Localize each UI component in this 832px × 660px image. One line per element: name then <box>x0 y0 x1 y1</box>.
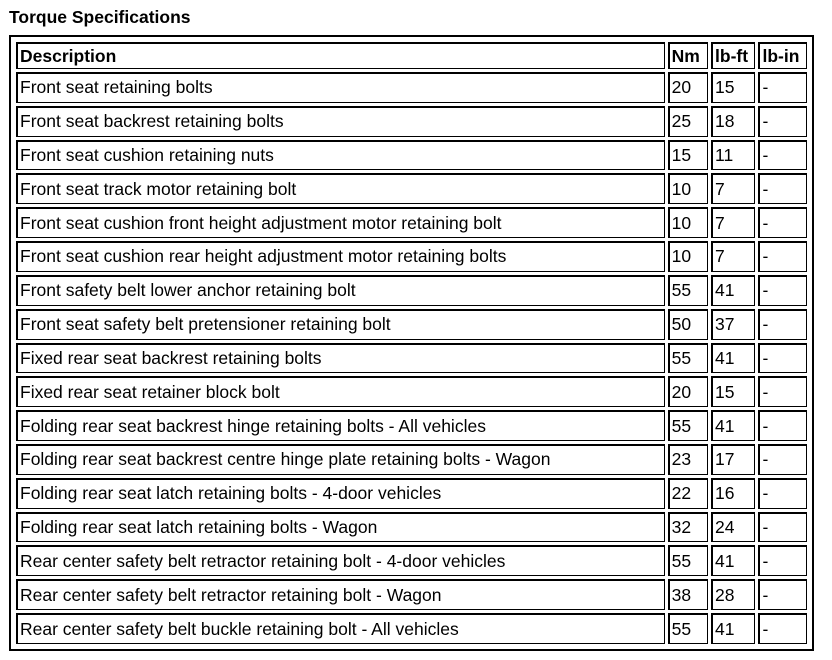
table-row <box>16 343 807 374</box>
cell-lb-ft: 17 <box>711 444 755 475</box>
torque-specifications-table <box>13 39 810 647</box>
cell-lb-in: - <box>758 376 807 407</box>
cell-nm: 15 <box>668 140 708 171</box>
cell-nm: 10 <box>668 241 708 272</box>
cell-description: Fixed rear seat backrest retaining bolts <box>16 343 665 374</box>
cell-description: Front seat cushion front height adjustment motor retaining bolt <box>16 207 665 238</box>
cell-description: Front seat backrest retaining bolts <box>16 106 665 137</box>
table-row <box>16 545 807 576</box>
cell-description: Front seat retaining bolts <box>16 72 665 103</box>
cell-lb-in: - <box>758 579 807 610</box>
cell-nm: 23 <box>668 444 708 475</box>
table-row <box>16 376 807 407</box>
cell-lb-ft: 11 <box>711 140 755 171</box>
cell-lb-ft: 16 <box>711 478 755 509</box>
cell-description: Rear center safety belt buckle retaining bolt - All vehicles <box>16 613 665 644</box>
cell-lb-ft: 41 <box>711 613 755 644</box>
header-lb-in: lb-in <box>758 42 807 69</box>
cell-description: Front seat track motor retaining bolt <box>16 173 665 204</box>
cell-lb-in: - <box>758 309 807 340</box>
cell-nm: 55 <box>668 343 708 374</box>
cell-lb-in: - <box>758 444 807 475</box>
cell-lb-ft: 28 <box>711 579 755 610</box>
cell-lb-in: - <box>758 512 807 543</box>
cell-nm: 10 <box>668 173 708 204</box>
table-row <box>16 140 807 171</box>
table-row <box>16 444 807 475</box>
cell-lb-ft: 41 <box>711 545 755 576</box>
cell-lb-in: - <box>758 478 807 509</box>
cell-lb-ft: 7 <box>711 241 755 272</box>
cell-lb-ft: 18 <box>711 106 755 137</box>
cell-description: Front seat cushion rear height adjustment motor retaining bolts <box>16 241 665 272</box>
cell-lb-in: - <box>758 275 807 306</box>
cell-lb-in: - <box>758 140 807 171</box>
cell-lb-in: - <box>758 241 807 272</box>
table-row <box>16 275 807 306</box>
cell-lb-in: - <box>758 173 807 204</box>
cell-lb-in: - <box>758 410 807 441</box>
cell-description: Front seat safety belt pretensioner retaining bolt <box>16 309 665 340</box>
cell-nm: 20 <box>668 376 708 407</box>
table-row <box>16 173 807 204</box>
cell-nm: 38 <box>668 579 708 610</box>
cell-nm: 55 <box>668 275 708 306</box>
cell-lb-ft: 41 <box>711 410 755 441</box>
cell-nm: 55 <box>668 613 708 644</box>
cell-description: Folding rear seat backrest hinge retaining bolts - All vehicles <box>16 410 665 441</box>
cell-description: Rear center safety belt retractor retaining bolt - Wagon <box>16 579 665 610</box>
table-row <box>16 106 807 137</box>
cell-lb-in: - <box>758 207 807 238</box>
cell-nm: 25 <box>668 106 708 137</box>
header-nm: Nm <box>668 42 708 69</box>
cell-nm: 50 <box>668 309 708 340</box>
cell-nm: 55 <box>668 410 708 441</box>
cell-lb-ft: 15 <box>711 72 755 103</box>
cell-lb-ft: 41 <box>711 275 755 306</box>
cell-lb-ft: 24 <box>711 512 755 543</box>
cell-nm: 55 <box>668 545 708 576</box>
table-row <box>16 410 807 441</box>
table-row <box>16 309 807 340</box>
cell-description: Front safety belt lower anchor retaining bolt <box>16 275 665 306</box>
cell-description: Rear center safety belt retractor retaining bolt - 4-door vehicles <box>16 545 665 576</box>
cell-nm: 20 <box>668 72 708 103</box>
cell-lb-in: - <box>758 72 807 103</box>
cell-nm: 32 <box>668 512 708 543</box>
table-body <box>16 72 807 644</box>
cell-description: Folding rear seat backrest centre hinge plate retaining bolts - Wagon <box>16 444 665 475</box>
cell-lb-ft: 15 <box>711 376 755 407</box>
cell-lb-ft: 7 <box>711 173 755 204</box>
table-row <box>16 207 807 238</box>
torque-table-frame <box>9 35 814 651</box>
cell-lb-in: - <box>758 106 807 137</box>
header-lb-ft: lb-ft <box>711 42 755 69</box>
header-description: Description <box>16 42 665 69</box>
table-row <box>16 613 807 644</box>
table-row <box>16 72 807 103</box>
cell-lb-ft: 41 <box>711 343 755 374</box>
cell-description: Fixed rear seat retainer block bolt <box>16 376 665 407</box>
cell-nm: 10 <box>668 207 708 238</box>
header-row <box>16 42 807 69</box>
page-title: Torque Specifications <box>9 7 191 27</box>
cell-lb-in: - <box>758 343 807 374</box>
cell-lb-in: - <box>758 545 807 576</box>
table-row <box>16 579 807 610</box>
cell-description: Front seat cushion retaining nuts <box>16 140 665 171</box>
cell-description: Folding rear seat latch retaining bolts - 4-door vehicles <box>16 478 665 509</box>
cell-lb-in: - <box>758 613 807 644</box>
cell-lb-ft: 37 <box>711 309 755 340</box>
table-row <box>16 512 807 543</box>
table-row <box>16 478 807 509</box>
cell-lb-ft: 7 <box>711 207 755 238</box>
cell-nm: 22 <box>668 478 708 509</box>
table-row <box>16 241 807 272</box>
cell-description: Folding rear seat latch retaining bolts - Wagon <box>16 512 665 543</box>
